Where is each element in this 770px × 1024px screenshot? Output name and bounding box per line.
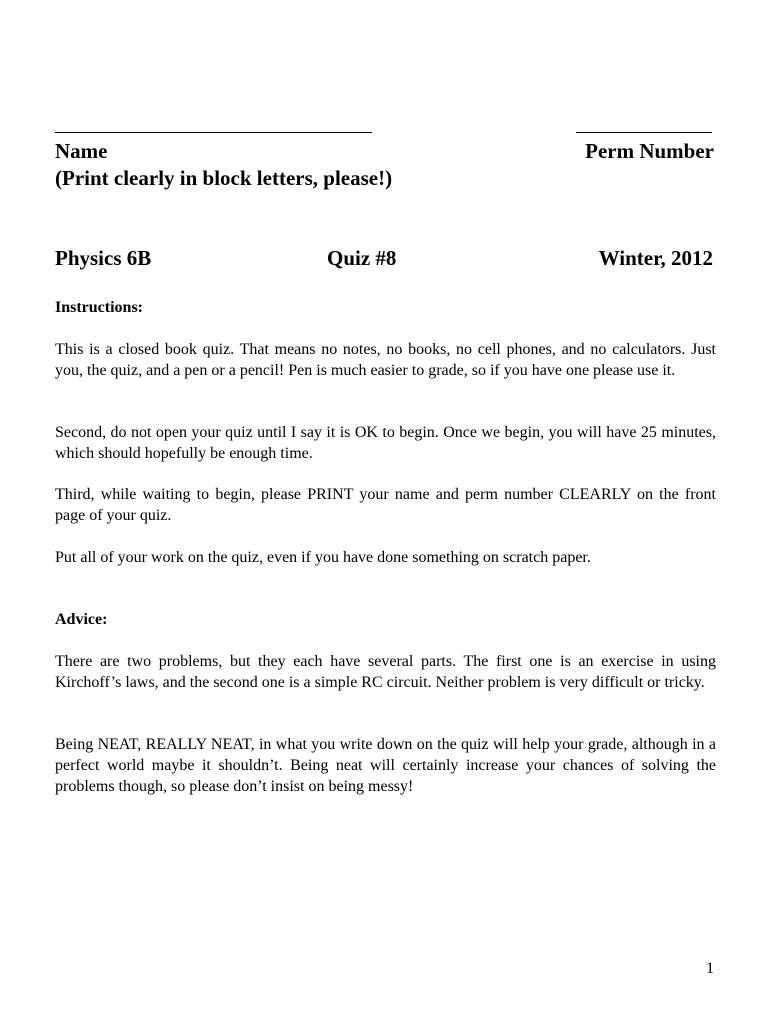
perm-number-blank-line bbox=[576, 132, 712, 133]
advice-paragraph: There are two problems, but they each have several parts. The first one is an exercise in using Kirchoff’s laws, and the second one is a simple RC circuit. Neither problem is very difficult or tricky. bbox=[55, 653, 716, 691]
instructions-heading: Instructions: bbox=[55, 299, 144, 316]
advice-heading: Advice: bbox=[55, 611, 108, 628]
name-label: Name bbox=[55, 139, 108, 163]
term-label: Winter, 2012 bbox=[598, 246, 713, 270]
name-blank-line bbox=[55, 132, 372, 133]
instructions-paragraph: Second, do not open your quiz until I say it is OK to begin. Once we begin, you will have 25 minutes, which should hopefully be enough time. bbox=[55, 424, 716, 462]
perm-number-label: Perm Number bbox=[585, 139, 714, 163]
instructions-paragraph: This is a closed book quiz. That means no notes, no books, no cell phones, and no calculators. Just you, the quiz, and a pen or a pencil! Pen is much easier to grade, so if you have one please use it. bbox=[55, 341, 716, 379]
quiz-number: Quiz #8 bbox=[327, 246, 397, 270]
advice-paragraph: Being NEAT, REALLY NEAT, in what you write down on the quiz will help your grade, although in a perfect world maybe it shouldn’t. Being neat will certainly increase your chances of solving the problems though, so please don’t insist on being messy! bbox=[55, 736, 716, 795]
instructions-paragraph: Put all of your work on the quiz, even if you have done something on scratch paper. bbox=[55, 549, 591, 566]
print-clearly-note: (Print clearly in block letters, please!) bbox=[55, 166, 393, 190]
instructions-paragraph: Third, while waiting to begin, please PRINT your name and perm number CLEARLY on the front page of your quiz. bbox=[55, 486, 716, 524]
page-number: 1 bbox=[706, 960, 714, 977]
course-title: Physics 6B bbox=[55, 246, 152, 270]
